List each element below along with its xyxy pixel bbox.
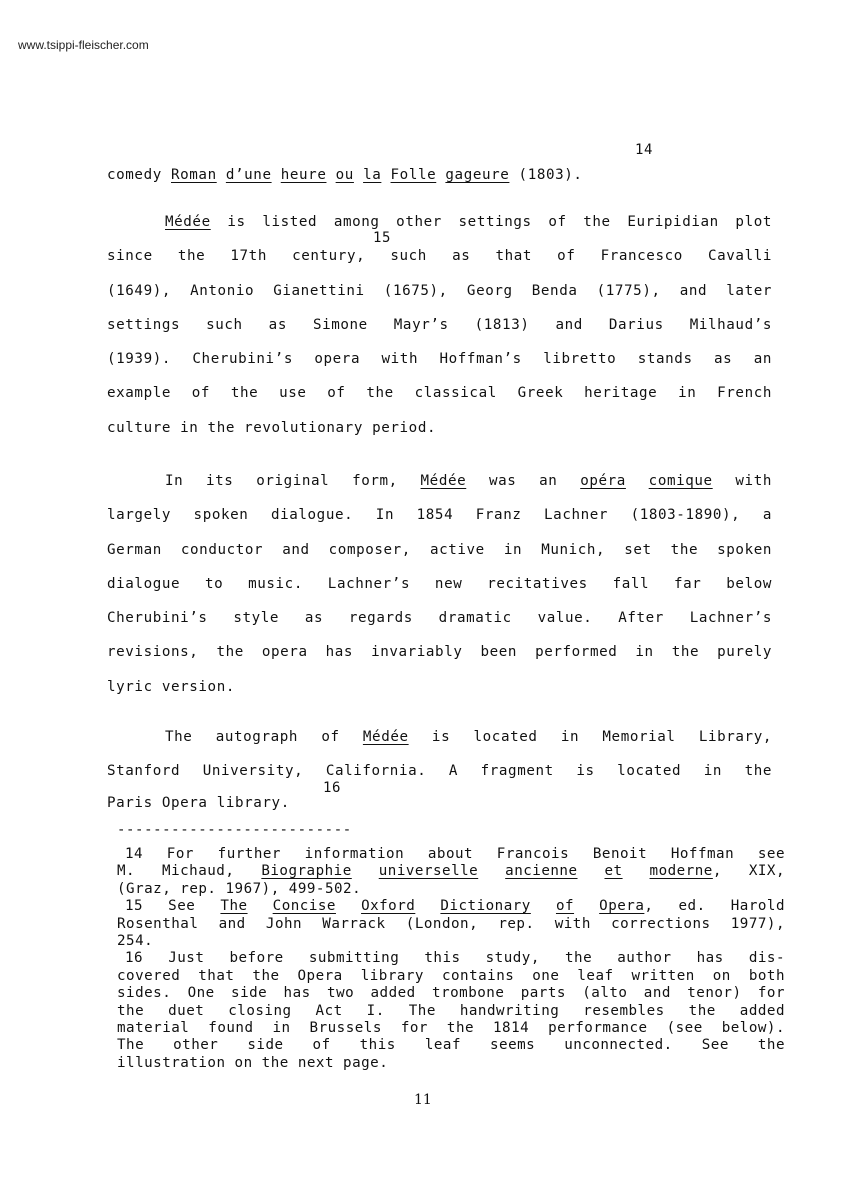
- book-title-word: ancienne: [505, 863, 578, 880]
- p2-line-6: example of the use of the classical Greek heritage in French: [107, 385, 772, 402]
- p4-line-1: [107, 720, 772, 754]
- p2-line-2: since the 17th century, such as that of Francesco Cavalli: [107, 248, 772, 265]
- footnote-16-line-7: illustration on the next page.: [117, 1054, 389, 1071]
- footnote-16-line-4: the duet closing Act I. The handwriting resembles the added: [117, 1002, 785, 1019]
- p1-post: (1803).: [509, 167, 583, 183]
- footnote-16-line-5: material found in Brussels for the 1814 performance (see below).: [117, 1020, 785, 1037]
- p4-pre: The autograph of: [165, 729, 363, 745]
- page-number: 11: [414, 1092, 432, 1108]
- footnote-marker-15: 15: [373, 230, 392, 246]
- p2-line-7: culture in the revolutionary period.: [107, 419, 437, 436]
- p2-line-4: settings such as Simone Mayr’s (1813) and Darius Milhaud’s: [107, 316, 772, 333]
- paragraph-2: [107, 205, 772, 445]
- footnote-15-line-1: [117, 898, 785, 915]
- fn14-pre: M. Michaud,: [117, 863, 262, 880]
- dictionary-title-word: of: [555, 898, 575, 915]
- footnote-marker-14: 14: [635, 142, 654, 158]
- title-word: ou: [335, 167, 354, 183]
- fn14-post: , XIX,: [712, 863, 786, 880]
- p3-pre: In its original form,: [165, 473, 421, 489]
- dictionary-title-word: The: [220, 898, 248, 915]
- book-title-word: et: [604, 863, 623, 880]
- p2-line-1: [107, 205, 772, 239]
- dictionary-title-word: Oxford: [361, 898, 416, 915]
- p4-post: is located in Memorial Library,: [408, 729, 772, 745]
- title-word: Folle: [390, 167, 437, 183]
- footnote-15-line-3: 254.: [117, 933, 154, 950]
- book-title-word: Biographie: [261, 863, 352, 880]
- footnote-16-line-6: The other side of this leaf seems unconnected. See the: [117, 1037, 785, 1054]
- book-title-word: moderne: [649, 863, 713, 880]
- p1-line: [107, 158, 772, 192]
- fn15-pre: 15 See: [125, 898, 221, 915]
- footnote-14-line-2: [117, 863, 785, 880]
- p3-line-6: revisions, the opera has invariably been performed in the purely: [107, 644, 772, 661]
- paragraph-3: [107, 464, 772, 704]
- title-word: gageure: [445, 167, 510, 183]
- footnotes: [117, 846, 785, 1072]
- p1-pre: comedy: [107, 167, 171, 183]
- title-word: heure: [280, 167, 327, 183]
- medee-title: Médée: [165, 214, 211, 230]
- footnote-15-line-2: Rosenthal and John Warrack (London, rep. with corrections 1977),: [117, 915, 785, 932]
- p4-line-2: Stanford University, California. A fragment is located in the: [107, 763, 772, 780]
- footnote-16-line-3: sides. One side has two added trombone parts (alto and tenor) for: [117, 985, 785, 1002]
- paragraph-1: [107, 158, 772, 192]
- p3-line-4: dialogue to music. Lachner’s new recitatives fall far below: [107, 575, 772, 592]
- p2-line-5: (1939). Cherubini’s opera with Hoffman’s libretto stands as an: [107, 351, 772, 368]
- comique-word: comique: [648, 473, 713, 489]
- p2-line-3: (1649), Antonio Gianettini (1675), Georg Benda (1775), and later: [107, 282, 772, 299]
- medee-title: Médée: [420, 473, 467, 489]
- p3-line-7: lyric version.: [107, 678, 235, 695]
- p3-line-1: [107, 464, 772, 498]
- dictionary-title-word: Concise: [272, 898, 336, 915]
- p3-line-2: largely spoken dialogue. In 1854 Franz Lachner (1803-1890), a: [107, 507, 772, 524]
- opera-word: opéra: [580, 473, 626, 489]
- title-word: la: [363, 167, 382, 183]
- dictionary-title-word: Dictionary: [440, 898, 531, 915]
- p3-post: with: [712, 473, 772, 489]
- footnote-separator: --------------------------: [117, 822, 352, 838]
- medee-title: Médée: [362, 729, 409, 745]
- dictionary-title-word: Opera: [599, 898, 645, 915]
- title-word: d’une: [225, 167, 272, 183]
- footnote-14-line-3: (Graz, rep. 1967), 499-502.: [117, 880, 362, 897]
- paragraph-4: [107, 720, 772, 813]
- p3-mid: was an: [466, 473, 581, 489]
- footnote-14-line-1: 14 For further information about Francois Benoit Hoffman see: [125, 846, 785, 862]
- footnote-marker-16: 16: [323, 780, 342, 796]
- p3-line-5: Cherubini’s style as regards dramatic value. After Lachner’s: [107, 610, 772, 627]
- book-title-word: universelle: [378, 863, 479, 880]
- footnote-16-line-2: covered that the Opera library contains one leaf written on both: [117, 967, 785, 984]
- p4-line-3: Paris Opera library.: [107, 794, 290, 811]
- p3-line-3: German conductor and composer, active in Munich, set the spoken: [107, 541, 772, 558]
- fn15-post: , ed. Harold: [644, 898, 785, 915]
- title-word: Roman: [171, 167, 217, 183]
- p2-line-1-rest: is listed among other settings of the Euripidian plot: [210, 214, 772, 230]
- header-url: www.tsippi-fleischer.com: [18, 38, 149, 52]
- footnote-16-line-1: 16 Just before submitting this study, the author has dis-: [125, 950, 785, 967]
